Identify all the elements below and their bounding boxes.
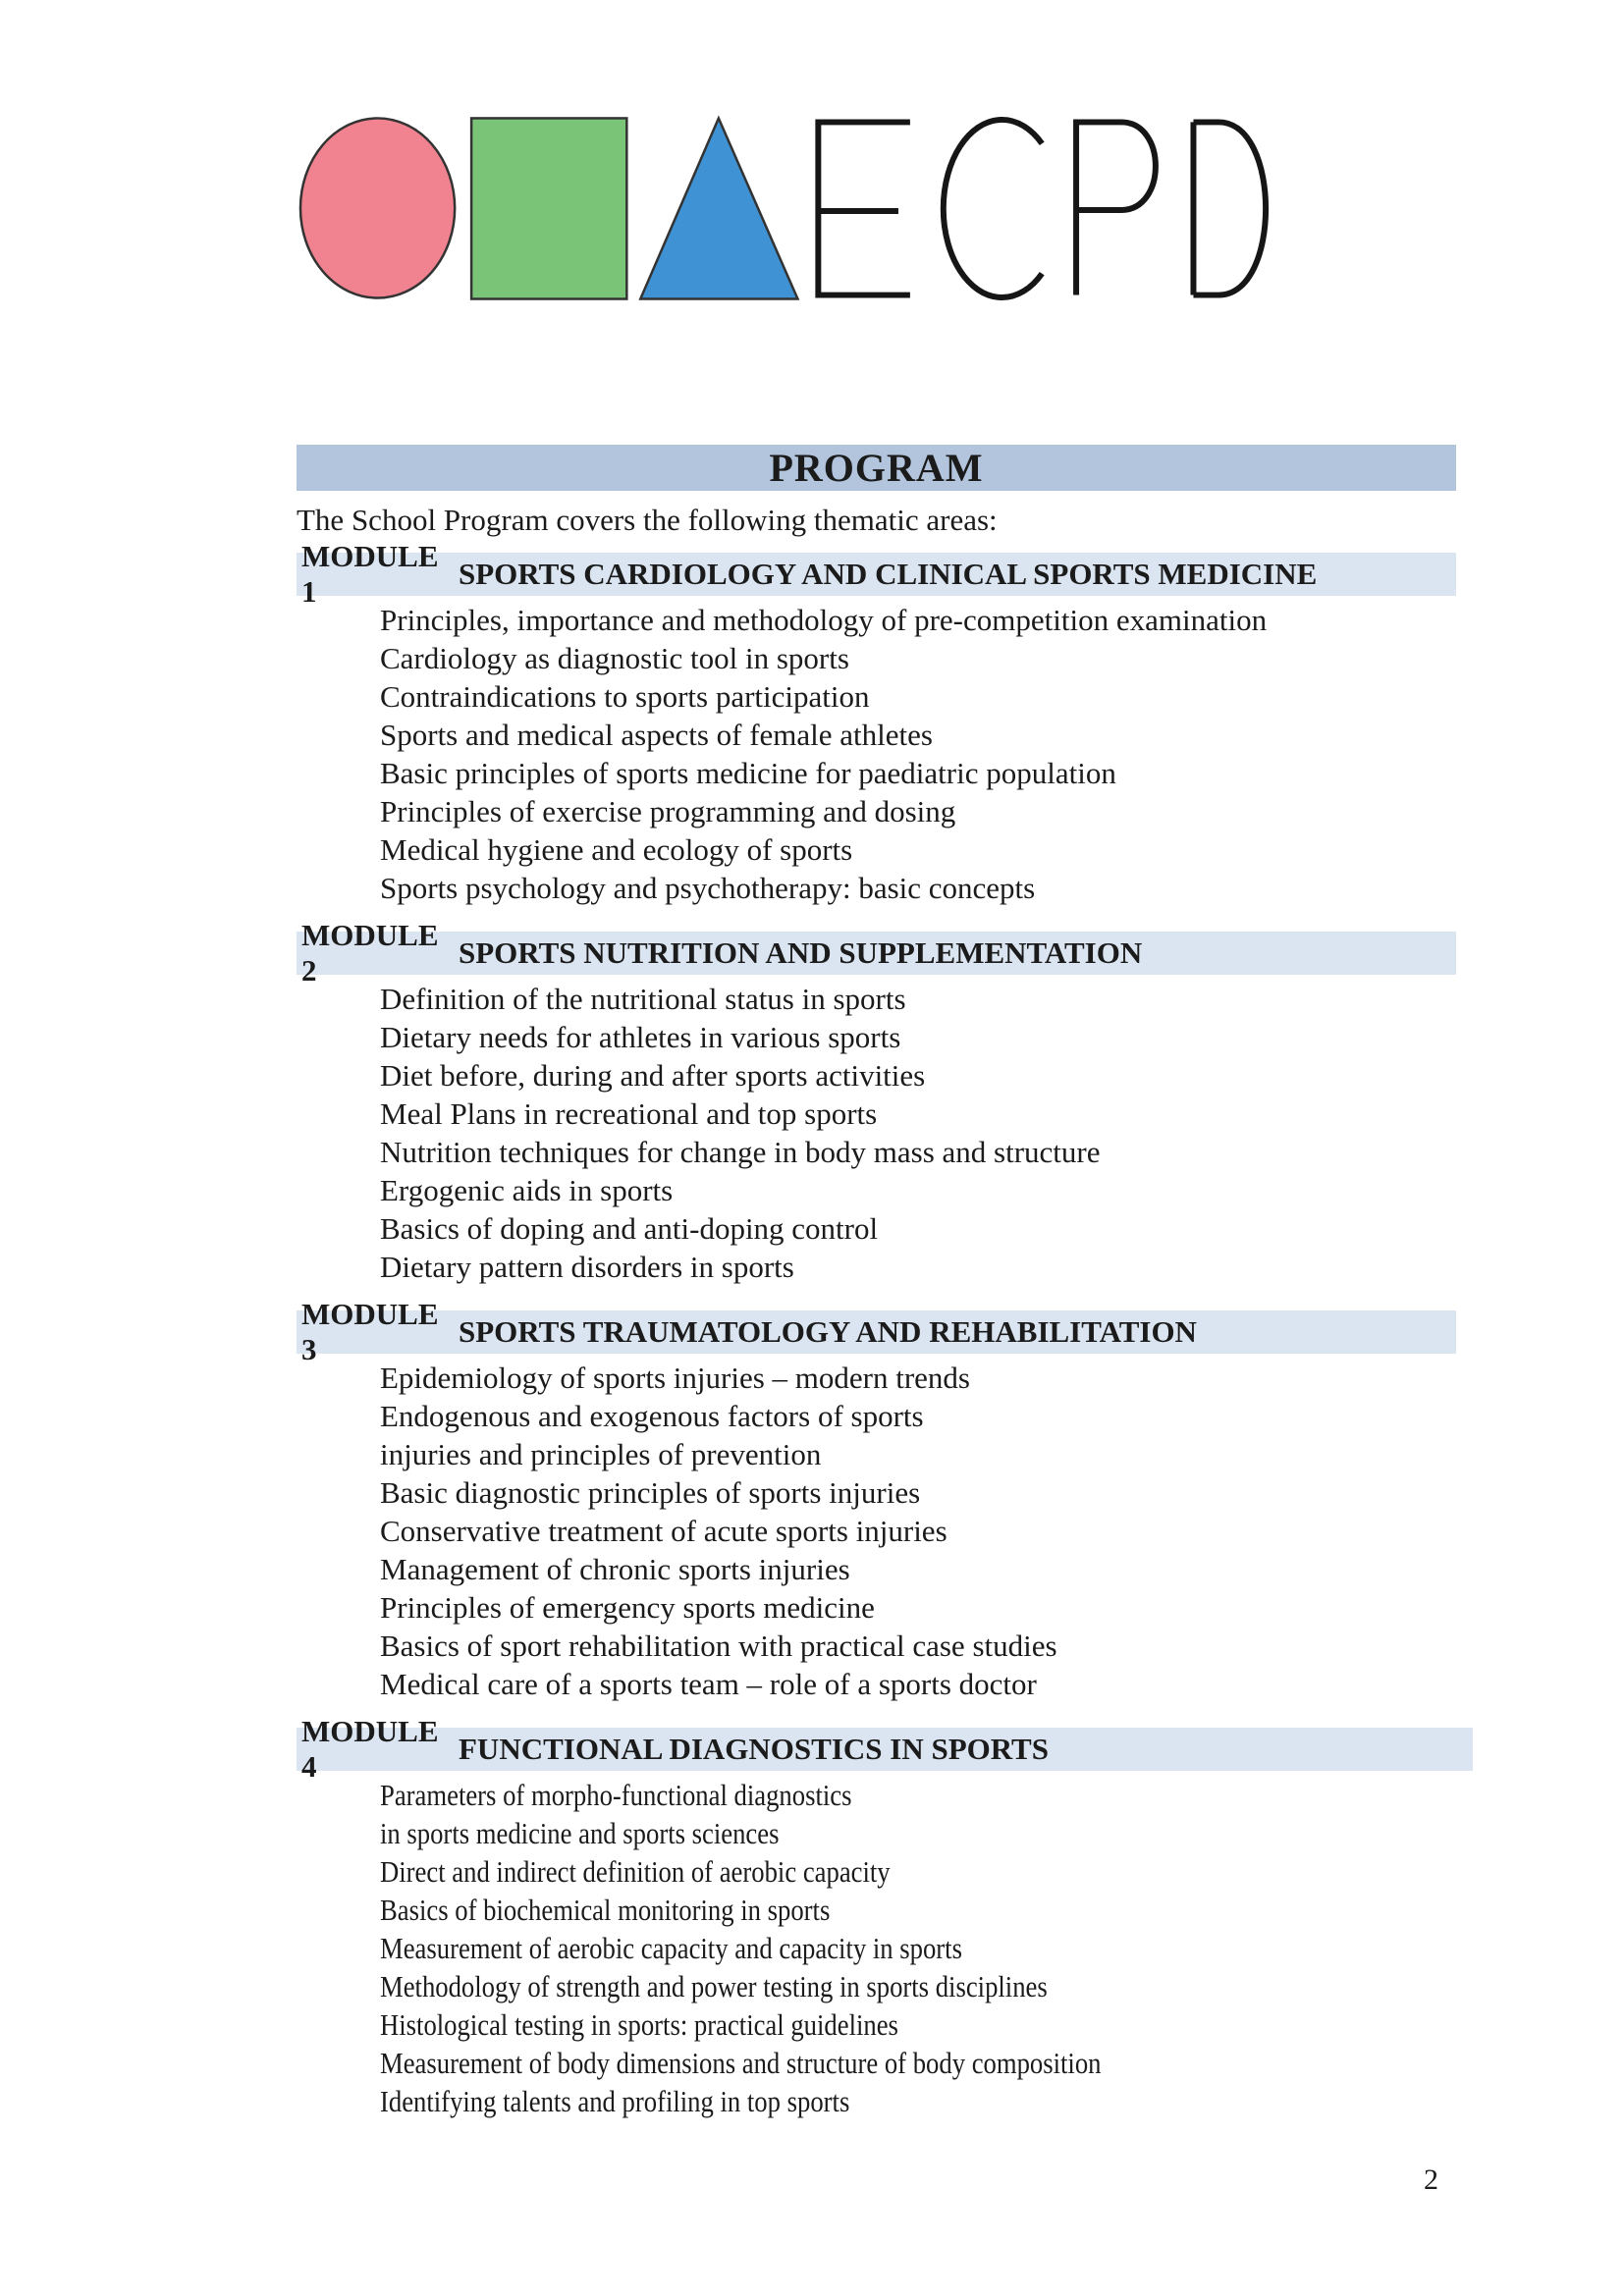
module-item [380, 1627, 1456, 1665]
module-item [380, 869, 1456, 907]
module-item [380, 2005, 1456, 2044]
module-item [380, 792, 1456, 830]
module-item [380, 2082, 1456, 2120]
module-item [380, 716, 1456, 754]
module-item-text: Diet before, during and after sports activities [380, 1058, 926, 1093]
module-item [380, 677, 1456, 716]
module-title: FUNCTIONAL DIAGNOSTICS IN SPORTS [459, 1732, 1049, 1766]
module-item [380, 1929, 1456, 1967]
logo-letter-c [944, 120, 1042, 297]
module-item-text: Management of chronic sports injuries [380, 1552, 850, 1586]
logo-letters [818, 120, 1266, 297]
module-item-text: Endogenous and exogenous factors of sports [380, 1399, 924, 1433]
module-item [380, 1018, 1456, 1056]
module-item [380, 1967, 1456, 2005]
module-label: MODULE 4 [301, 1714, 439, 1784]
module-item-text: Principles, importance and methodology of pre-competition examination [380, 603, 1268, 637]
program-title: PROGRAM [769, 446, 984, 490]
module-item [380, 754, 1456, 792]
module-item-text: Sports and medical aspects of female athletes [380, 718, 933, 752]
module-label: MODULE 3 [301, 1297, 439, 1366]
logo-letter-e [818, 122, 910, 294]
module-item-text: Basic diagnostic principles of sports injuries [380, 1475, 921, 1510]
module-item-text: Identifying talents and profiling in top sports [380, 2084, 850, 2118]
program-header-bar [297, 445, 1456, 491]
module-items [297, 601, 1456, 907]
page-content [297, 445, 1456, 2120]
module-item [380, 2044, 1456, 2082]
page-number: 2 [1424, 2163, 1438, 2196]
module-item-text: Measurement of body dimensions and structure of body composition [380, 2046, 1102, 2080]
module-section [297, 1714, 1456, 2120]
logo-circle-shape [300, 118, 455, 297]
module-item-text: Dietary needs for athletes in various sports [380, 1020, 901, 1054]
module-item [380, 1248, 1456, 1286]
module-label: MODULE 1 [301, 539, 439, 609]
module-item-text: Medical hygiene and ecology of sports [380, 832, 853, 867]
module-item [380, 1435, 1456, 1473]
module-item-text: Contraindications to sports participation [380, 679, 870, 714]
modules-list [297, 539, 1456, 2120]
module-item-text: Medical care of a sports team – role of a sports doctor [380, 1667, 1037, 1701]
module-item [380, 1512, 1456, 1550]
module-item-text: Cardiology as diagnostic tool in sports [380, 641, 849, 675]
module-item-text: Dietary pattern disorders in sports [380, 1250, 794, 1284]
module-items [297, 1359, 1456, 1703]
module-items [297, 980, 1456, 1286]
ecpd-logo [295, 110, 1286, 302]
module-item [380, 980, 1456, 1018]
module-item-text: Definition of the nutritional status in sports [380, 982, 906, 1016]
module-item [380, 1891, 1456, 1929]
module-item [380, 1473, 1456, 1512]
module-item-text: Ergogenic aids in sports [380, 1173, 674, 1207]
module-item [380, 1359, 1456, 1397]
module-item [380, 1852, 1456, 1891]
module-item [380, 1550, 1456, 1588]
logo-square-shape [471, 118, 626, 298]
module-item [380, 1209, 1456, 1248]
module-item-text: Basics of sport rehabilitation with practical case studies [380, 1629, 1057, 1663]
module-item-text: Nutrition techniques for change in body mass and structure [380, 1135, 1101, 1169]
module-section [297, 1297, 1456, 1703]
module-item-text: Basics of biochemical monitoring in sports [380, 1893, 831, 1927]
module-item-text: Basics of doping and anti-doping control [380, 1211, 879, 1246]
module-item-text: Sports psychology and psychotherapy: basic concepts [380, 871, 1036, 905]
logo-letter-p [1076, 122, 1156, 294]
module-item [380, 1665, 1456, 1703]
module-item [380, 1133, 1456, 1171]
module-item-text: injuries and principles of prevention [380, 1437, 822, 1471]
module-item-text: Histological testing in sports: practical guidelines [380, 2007, 898, 2042]
module-item-text: in sports medicine and sports sciences [380, 1816, 780, 1850]
module-item-text: Epidemiology of sports injuries – modern trends [380, 1361, 970, 1395]
module-section [297, 539, 1456, 907]
module-item [380, 601, 1456, 639]
module-item [380, 1397, 1456, 1435]
module-item-text: Principles of emergency sports medicine [380, 1590, 875, 1625]
module-item [380, 1171, 1456, 1209]
module-title: SPORTS NUTRITION AND SUPPLEMENTATION [459, 935, 1143, 970]
module-items [297, 1776, 1456, 2120]
module-header-bar [297, 1297, 1456, 1366]
module-header-bar [297, 539, 1456, 609]
module-item-text: Measurement of aerobic capacity and capacity in sports [380, 1931, 962, 1965]
module-item [380, 1776, 1456, 1814]
logo-letter-d [1193, 122, 1266, 294]
module-item-text: Parameters of morpho-functional diagnostics [380, 1778, 852, 1812]
module-header-bar [297, 918, 1456, 988]
module-item [380, 1056, 1456, 1095]
module-item-text: Direct and indirect definition of aerobic capacity [380, 1854, 891, 1889]
module-item [380, 1095, 1456, 1133]
module-item [380, 639, 1456, 677]
module-item-text: Methodology of strength and power testing in sports disciplines [380, 1969, 1048, 2003]
module-item [380, 1588, 1456, 1627]
module-item [380, 1814, 1456, 1852]
module-label: MODULE 2 [301, 918, 439, 988]
module-section [297, 918, 1456, 1286]
module-item-text: Principles of exercise programming and dosing [380, 794, 956, 828]
module-title: SPORTS CARDIOLOGY AND CLINICAL SPORTS MEDICINE [459, 557, 1318, 591]
module-item-text: Conservative treatment of acute sports injuries [380, 1514, 947, 1548]
module-header-bar [297, 1714, 1473, 1784]
module-item-text: Basic principles of sports medicine for paediatric population [380, 756, 1116, 790]
intro-text: The School Program covers the following thematic areas: [297, 503, 998, 537]
module-item [380, 830, 1456, 869]
logo-triangle-shape [640, 118, 797, 298]
module-title: SPORTS TRAUMATOLOGY AND REHABILITATION [459, 1314, 1197, 1349]
module-item-text: Meal Plans in recreational and top sports [380, 1096, 878, 1131]
